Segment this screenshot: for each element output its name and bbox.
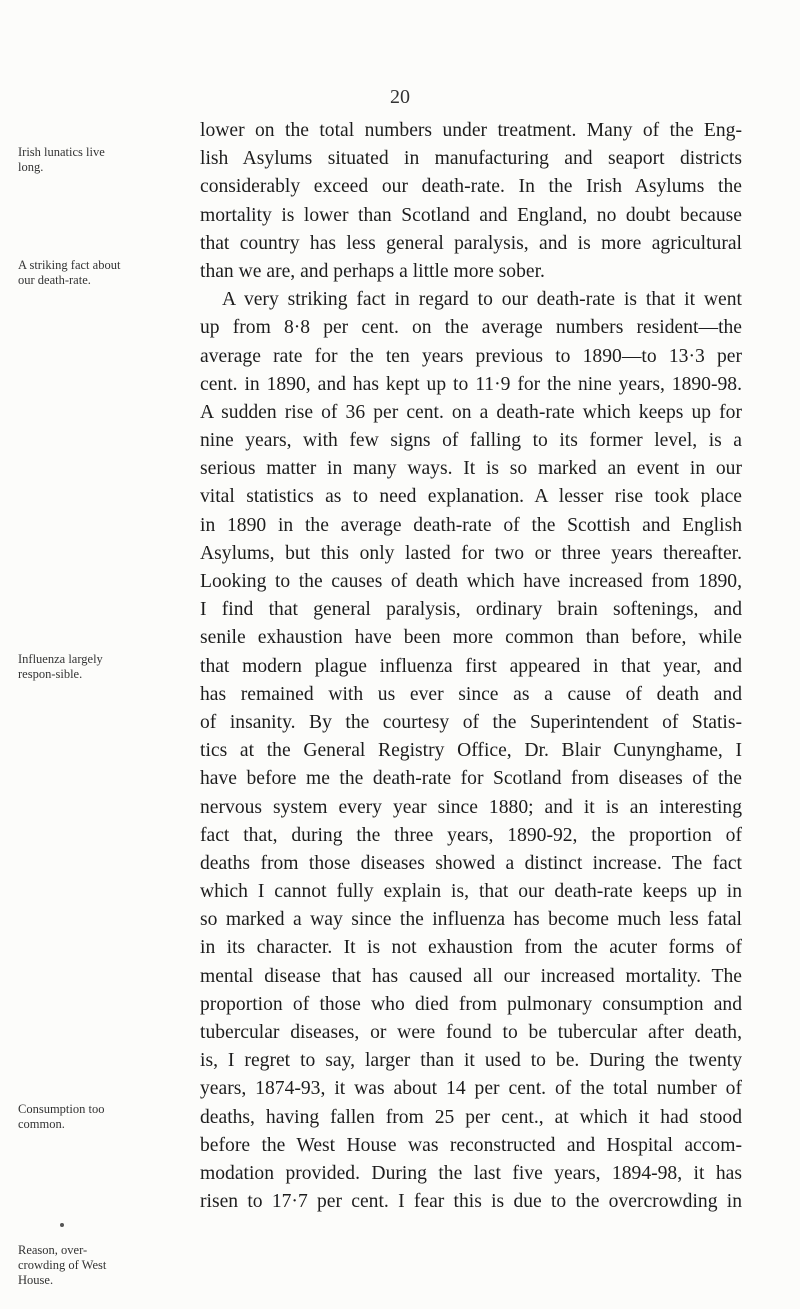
text-line: than we are, and perhaps a little more sober. [200, 260, 545, 282]
sidenote-consumption: Consumption too common. [18, 1102, 105, 1131]
text-line: that modern plague influenza first appeared in that year, and [200, 655, 742, 677]
text-line: deaths from those diseases showed a distinct increase. The fact [200, 852, 742, 874]
text-line: years, 1874-93, it was about 14 per cent. of the total number of [200, 1078, 742, 1100]
sidenote-striking-fact: A striking fact about our death-rate. [18, 258, 121, 287]
text-line: mental disease that has caused all our increased mortality. The [200, 965, 742, 987]
text-line: modation provided. During the last five years, 1894-98, it has [200, 1162, 742, 1184]
text-line: vital statistics as to need explanation. A lesser rise took place [200, 486, 742, 508]
text-line: nine years, with few signs of falling to its former level, is a [200, 430, 742, 452]
sidenote-influenza: Influenza largely respon-sible. [18, 652, 103, 681]
text-line: has remained with us ever since as a cause of death and [200, 683, 742, 705]
page-number: 20 [390, 86, 410, 108]
text-line: lower on the total numbers under treatment. Many of the Eng- [200, 120, 742, 141]
text-line: Asylums, but this only lasted for two or three years thereafter. [200, 542, 742, 564]
text-line: senile exhaustion have been more common than before, while [200, 627, 742, 649]
sidenote-irish-lunatics: Irish lunatics live long. [18, 145, 105, 174]
text-line: which I cannot fully explain is, that our death-rate keeps up in [200, 881, 742, 903]
text-line: tubercular diseases, or were found to be tubercular after death, [200, 1022, 742, 1043]
text-line: I find that general paralysis, ordinary brain softenings, and [200, 599, 742, 621]
text-line: that country has less general paralysis, and is more agricultural [200, 232, 742, 254]
text-line: considerably exceed our death-rate. In the Irish Asylums the [200, 176, 742, 198]
text-line: risen to 17·7 per cent. I fear this is due to the overcrowding in [200, 1191, 742, 1213]
text-line: average rate for the ten years previous to 1890—to 13·3 per [200, 345, 742, 367]
text-line: before the West House was reconstructed and Hospital accom- [200, 1134, 742, 1156]
text-line: A sudden rise of 36 per cent. on a death-rate which keeps up for [200, 401, 742, 423]
text-line: nervous system every year since 1880; and it is an interesting [200, 796, 742, 818]
text-line: of insanity. By the courtesy of the Superintendent of Statis- [200, 711, 742, 733]
sidenote-overcrowding: Reason, over-crowding of West House. [18, 1243, 107, 1287]
text-line: in 1890 in the average death-rate of the Scottish and English [200, 514, 742, 536]
text-line: lish Asylums situated in manufacturing and seaport districts [200, 148, 742, 170]
text-line: proportion of those who died from pulmonary consumption and [200, 993, 742, 1015]
text-line: up from 8·8 per cent. on the average numbers resident—the [200, 317, 742, 339]
text-line: in its character. It is not exhaustion from the acuter forms of [200, 937, 742, 959]
text-line: have before me the death-rate for Scotland from diseases of the [200, 768, 742, 790]
text-line: deaths, having fallen from 25 per cent., at which it had stood [200, 1106, 742, 1128]
text-line: tics at the General Registry Office, Dr. Blair Cunynghame, I [200, 740, 742, 762]
margin-mark [60, 1223, 64, 1227]
text-line: so marked a way since the influenza has become much less fatal [200, 909, 742, 931]
text-line: fact that, during the three years, 1890-92, the proportion of [200, 824, 742, 846]
text-line: Looking to the causes of death which have increased from 1890, [200, 571, 742, 592]
text-line: is, I regret to say, larger than it used to be. During the twenty [200, 1050, 742, 1072]
body-text [200, 117, 742, 1216]
text-line: serious matter in many ways. It is so marked an event in our [200, 458, 742, 480]
text-line: cent. in 1890, and has kept up to 11·9 for the nine years, 1890-98. [200, 373, 742, 395]
text-line: A very striking fact in regard to our death-rate is that it went [222, 289, 742, 311]
text-line: mortality is lower than Scotland and England, no doubt because [200, 204, 742, 226]
